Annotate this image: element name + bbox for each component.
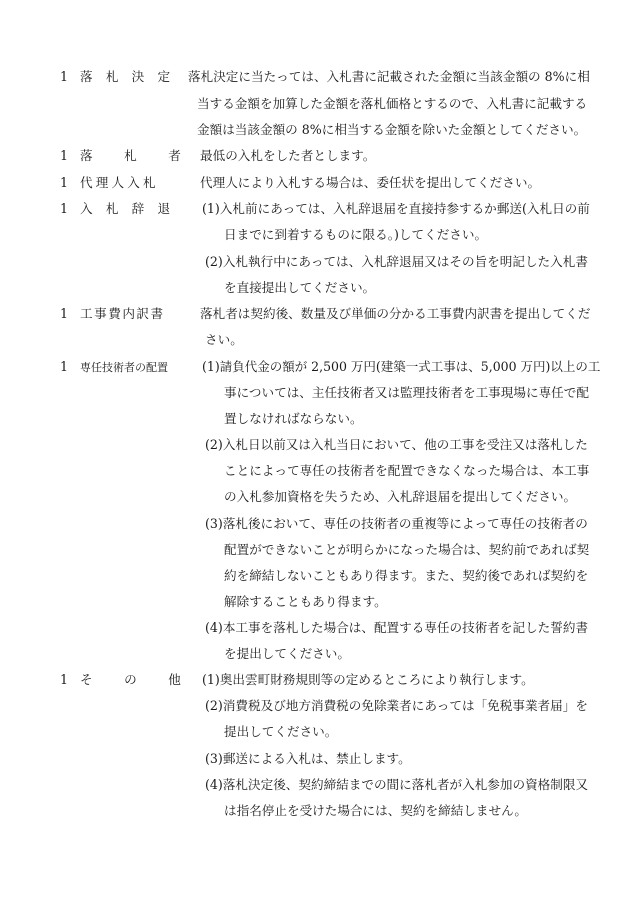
section-text-line: の入札参加資格を失うため、入札辞退届を提出してください。 [224,489,577,504]
section-text-line: (4)落札決定後、契約締結までの間に落札者が入札参加の資格制限又 [205,777,589,792]
section-heading-sonota: その他 [80,672,213,687]
section-text-line: 解除することもあり得ます。 [224,594,387,609]
section-heading-rakusatsu-kettei: 落札決定 [80,69,184,84]
section-heading-koujihi-uchiwakesho: 工事費内訳書 [80,306,165,321]
section-text-line: (1)請負代金の額が 2,500 万円(建築一式工事は、5,000 万円)以上の工 [202,359,601,374]
section-text-line: 代理人により入札する場合は、委任状を提出してください。 [200,175,541,190]
section-text-line: (2)消費税及び地方消費税の免除業者にあっては「免税事業者届」を [205,698,588,713]
section-text-line: 置しなければならない。 [224,411,363,426]
section-text-line: 落札決定に当たっては、入札書に記載された金額に当該金額の 8%に相 [188,69,590,84]
section-number: 1 [60,175,69,190]
section-text-line: 提出してください。 [224,724,338,739]
section-text-line: さい。 [205,332,243,347]
section-heading-nyusatsu-jitai: 入札辞退 [80,201,184,216]
section-text-line: は指名停止を受けた場合には、契約を締結しません。 [224,803,528,818]
section-text-line: 配置ができないことが明らかになった場合は、契約前であれば契 [224,542,590,557]
section-text-line: (4)本工事を落札した場合は、配置する専任の技術者を記した誓約書 [205,620,589,635]
section-text-line: (2)入札日以前又は入札当日において、他の工事を受注又は落札した [205,437,588,452]
section-number: 1 [60,148,69,163]
section-text-line: 事については、主任技術者又は監理技術者を工事現場に専任で配 [224,385,589,400]
section-number: 1 [60,672,69,687]
section-text-line: (3)郵送による入札は、禁止します。 [205,751,411,766]
section-heading-dairinin-nyusatsu: 代理人入札 [80,175,159,190]
section-heading-rakusatsusha: 落札者 [80,148,213,163]
section-number: 1 [60,359,69,374]
section-number: 1 [60,201,69,216]
section-text-line: (3)落札後において、専任の技術者の重複等によって専任の技術者の [205,516,588,531]
section-text-line: ことによって専任の技術者を配置できなくなった場合は、本工事 [224,463,590,478]
section-text-line: 最低の入札をした者とします。 [200,148,376,163]
section-text-line: (2)入札執行中にあっては、入札辞退届又はその旨を明記した入札書 [205,254,588,269]
section-text-line: 当する金額を加算した金額を落札価格とするので、入札書に記載する [197,96,588,111]
section-number: 1 [60,69,69,84]
section-text-line: を直接提出してください。 [224,280,376,295]
section-number: 1 [60,306,69,321]
section-text-line: 金額は当該金額の 8%に相当する金額を除いた金額としてください。 [197,122,587,137]
section-text-line: 日までに到着するものに限る。)してください。 [224,227,488,242]
section-text-line: (1)奥出雲町財務規則等の定めるところにより執行します。 [202,672,534,687]
section-heading-sennin-gijutsusha: 専任技術者の配置 [80,361,168,374]
section-text-line: を提出してください。 [224,646,350,661]
section-text-line: 落札者は契約後、数量及び単価の分かる工事費内訳書を提出してくだ [200,306,591,321]
section-text-line: (1)入札前にあっては、入札辞退届を直接持参するか郵送(入札日の前 [202,201,590,216]
section-text-line: 約を締結しないこともあり得ます。また、契約後であれば契約を [224,568,589,583]
